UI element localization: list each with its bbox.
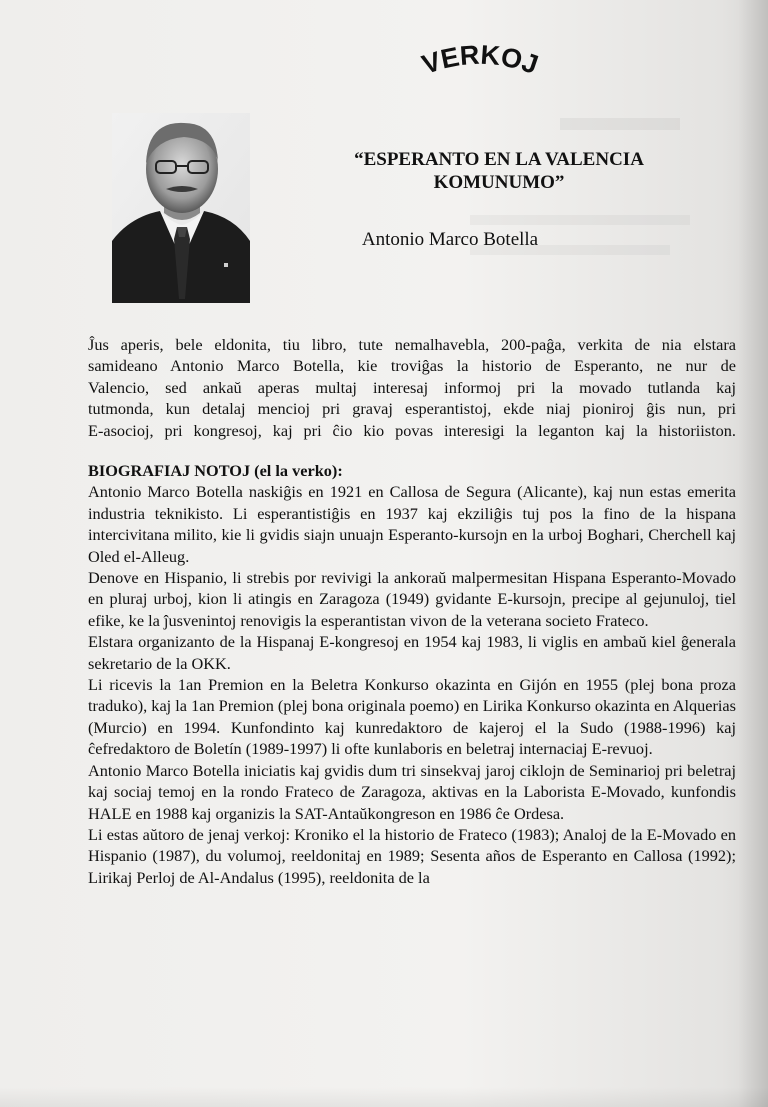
bleed-through-decoration — [470, 215, 690, 225]
article-author: Antonio Marco Botella — [361, 229, 539, 250]
biography-paragraph: Antonio Marco Botella naskiĝis en 1921 en Callosa de Segura (Alicante), kaj nun estas emerita industria teknikisto. Li esperantistiĝis en 1937 kaj ekziliĝis tuj pos la fino de la hispana intercivitana milito, kie li gvidis siajn unuajn Esperanto-kursojn en la urboj Boghari, Cherchell kaj Oled el-Alleug. — [88, 482, 736, 566]
biography-paragraph: Li estas aŭtoro de jenaj verkoj: Kroniko el la historio de Frateco (1983); Analoj de la E-Movado en Hispanio (1987), du volumoj, reeldonitaj en 1989; Sesenta años de Esperanto en Callosa (1992); Lirikaj Perloj de Al-Andalus (1995), reeldonita de la — [88, 824, 736, 887]
intro-line: samideano Antonio Marco Botella, kie troviĝas la historio de Esperanto, ne nur de — [88, 356, 736, 376]
article-title — [300, 148, 698, 194]
biography-section — [88, 460, 736, 888]
bleed-through-decoration — [560, 118, 680, 130]
intro-line: tutmonda, kun detalaj mencioj pri gravaj esperantistoj, ekde niaj pioniroj ĝis nun, pri — [88, 399, 736, 419]
article-title-line2: KOMUNUMO” — [433, 172, 565, 193]
biography-heading: BIOGRAFIAJ NOTOJ (el la verko): — [88, 461, 343, 480]
biography-paragraph: Li ricevis la 1an Premion en la Beletra Konkurso okazinta en Gijón en 1955 (plej bona proza traduko), kaj la 1an Premion (plej bona originala poemo) en Lirika Konkurso okazinta en Alquerias (Murcio) en 1994. Kunfondinto kaj kunredaktoro de kajeroj el la Sudo (1988-1996) kaj ĉefredaktoro de Boletín (1989-1997) li ofte kunlaboris en beletraj internaciaj E-revuoj. — [88, 675, 736, 759]
biography-paragraph: Antonio Marco Botella iniciatis kaj gvidis dum tri sinsekvaj jaroj ciklojn de Seminarioj pri beletraj kaj sociaj temoj en la rondo Frateco de Zaragoza, aktivas en la Laborista E-Movado, kunfondis HALE en 1988 kaj organizis la SAT-Antaŭkongreson en 1986 ĉe Ordesa. — [88, 760, 736, 823]
intro-line: E-asocioj, pri kongresoj, kaj pri ĉio kio povas interesigi la leganton kaj la historiiston. — [88, 420, 736, 440]
section-header-verkoj — [380, 28, 580, 108]
biography-paragraph: Elstara organizanto de la Hispanaj E-kongresoj en 1954 kaj 1983, li viglis en ambaŭ kiel ĝenerala sekretario de la OKK. — [88, 632, 736, 673]
page-edge-shadow — [738, 0, 768, 1107]
intro-line: Valencio, sed ankaŭ aperas multaj interesaj informoj pri la movado tutlanda kaj — [88, 377, 736, 397]
intro-line: Ĵus aperis, bele eldonita, tiu libro, tute nemalhavebla, 200-paĝa, verkita de nia elstara — [88, 335, 736, 354]
intro-paragraph — [88, 334, 736, 441]
biography-paragraph: Denove en Hispanio, li strebis por revivigi la ankoraŭ malpermesitan Hispana Esperanto-Movado en pluraj urboj, kion li atingis en Zaragoza (1949) gvidante E-kursojn, precipe al gejunuloj, tiel efike, ke la ĵusvenintoj renovigis la esperantistan vivon de la veterana societo Frateco. — [88, 568, 736, 630]
author-portrait — [112, 113, 250, 303]
article-title-line1: “ESPERANTO EN LA VALENCIA — [354, 149, 644, 170]
page-bottom-shadow — [0, 1087, 768, 1107]
section-header-text: VERKOJ — [418, 39, 542, 80]
